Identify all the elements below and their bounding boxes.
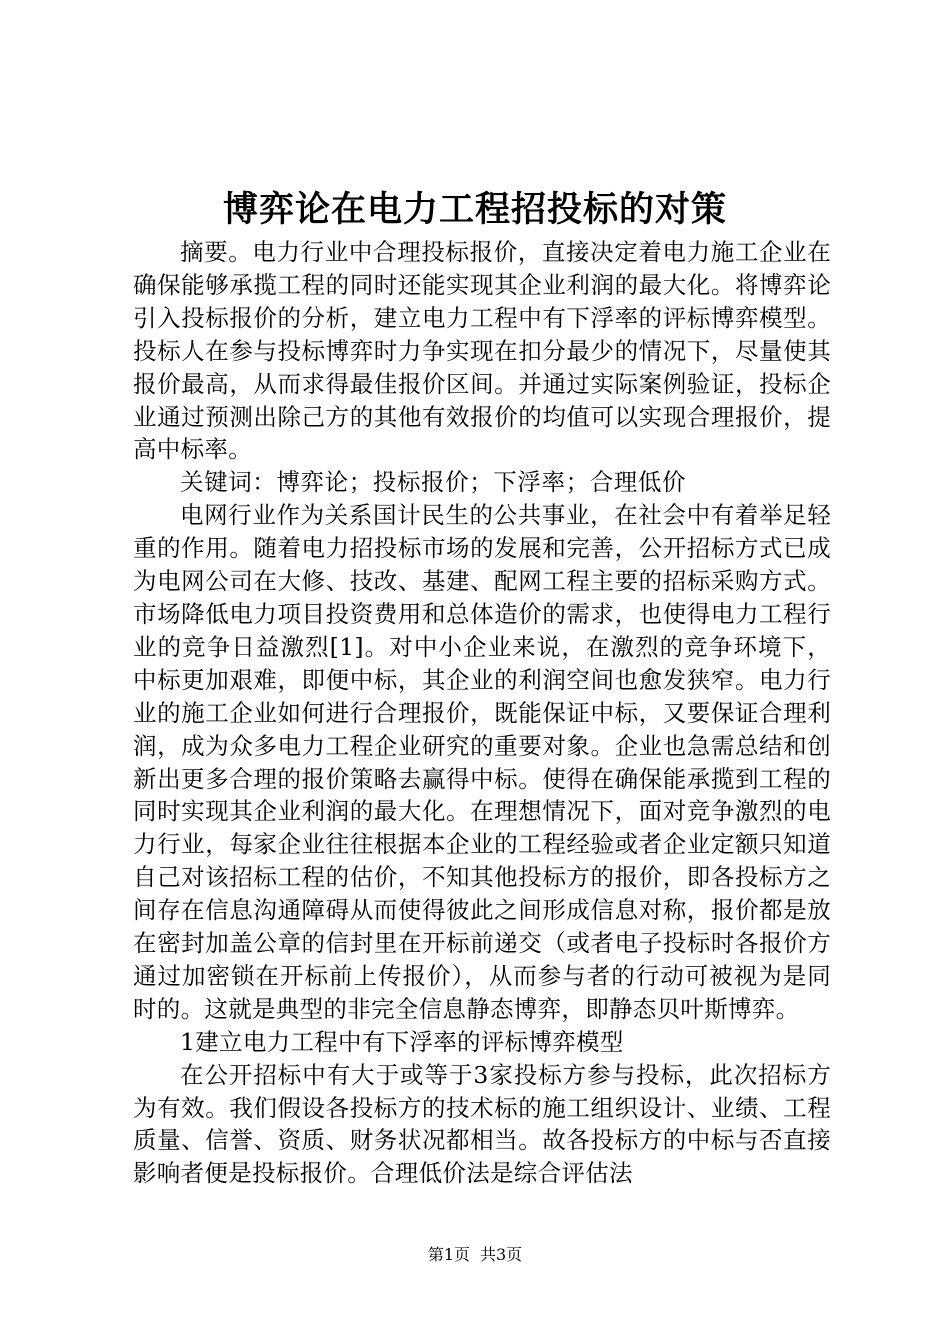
section-paragraph: 在公开招标中有大于或等于3家投标方参与投标，此次招标方为有效。我们假设各投标方的技术标的施工组织设计、业绩、工程质量、信誉、资质、财务状况都相当。故各投标方的中标与否直接影响者便是投标报价。合理低价法是综合评估法 — [133, 1060, 831, 1188]
document-title: 博弈论在电力工程招投标的对策 — [222, 189, 727, 230]
introduction-paragraph: 电网行业作为关系国计民生的公共事业，在社会中有着举足轻重的作用。随着电力招投标市场的发展和完善，公开招标方式已成为电网公司在大修、技改、基建、配网工程主要的招标采购方式。市场降低电力项目投资费用和总体造价的需求，也使得电力工程行业的竞争日益激烈[1]。对中小企业来说，在激烈的竞争环境下，中标更加艰难，即便中标，其企业的利润空间也愈发狭窄。电力行业的施工企业如何进行合理报价，既能保证中标，又要保证合理利润，成为众多电力工程企业研究的重要对象。企业也急需总结和创新出更多合理的报价策略去赢得中标。使得在确保能承揽到工程的同时实现其企业利润的最大化。在理想情况下，面对竞争激烈的电力行业，每家企业往往根据本企业的工程经验或者企业定额只知道自己对该招标工程的估价，不知其他投标方的报价，即各投标方之间存在信息沟通障碍从而使得彼此之间形成信息对称，报价都是放在密封加盖公章的信封里在开标前递交（或者电子投标时各报价方通过加密锁在开标前上传报价），从而参与者的行动可被视为是同时的。这就是典型的非完全信息静态博弈，即静态贝叶斯博弈。 — [133, 501, 831, 1023]
section-heading: 1建立电力工程中有下浮率的评标博弈模型 — [180, 1027, 624, 1056]
keywords-paragraph: 关键词：博弈论；投标报价；下浮率；合理低价 — [180, 468, 687, 497]
page-total: 共3页 — [480, 1245, 523, 1264]
page-number: 第1页 — [427, 1245, 470, 1264]
abstract-paragraph: 摘要。电力行业中合理投标报价，直接决定着电力施工企业在确保能够承揽工程的同时还能实现其企业利润的最大化。将博弈论引入投标报价的分析，建立电力工程中有下浮率的评标博弈模型。投标人在参与投标博弈时力争实现在扣分最少的情况下，尽量使其报价最高，从而求得最佳报价区间。并通过实际案例验证，投标企业通过预测出除己方的其他有效报价的均值可以实现合理报价，提高中标率。 — [133, 238, 831, 464]
document-body — [133, 236, 831, 1190]
page-footer — [0, 1244, 950, 1266]
